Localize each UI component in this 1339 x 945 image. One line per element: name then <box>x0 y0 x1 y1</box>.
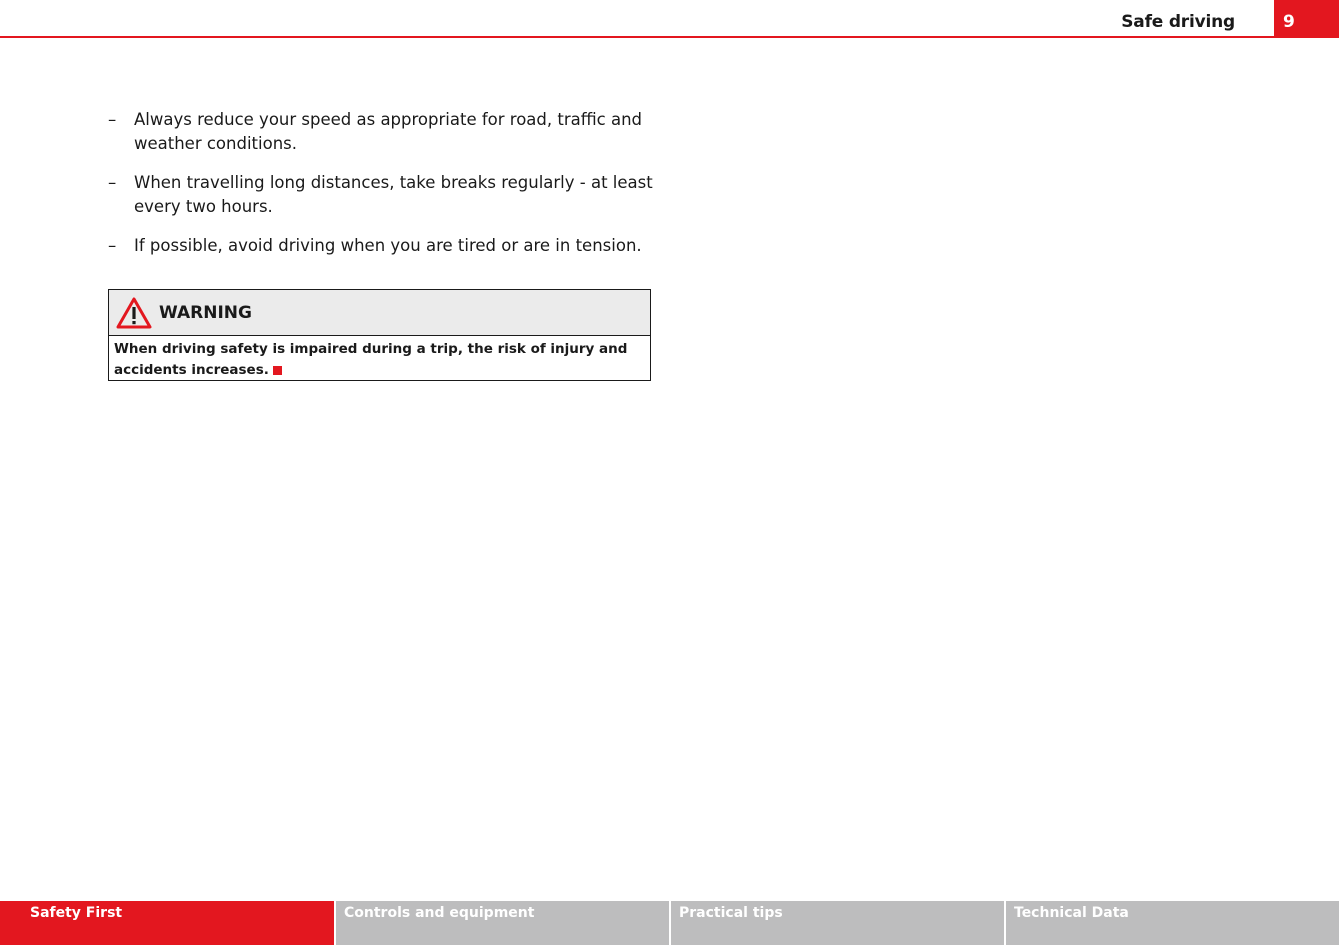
footer-tab-label: Controls and equipment <box>344 905 535 921</box>
footer-tab-safety-first[interactable] <box>0 901 334 945</box>
list-item <box>108 234 653 258</box>
list-dash: – <box>108 173 117 192</box>
list-item-text: When travelling long distances, take breaks regularly - at least every two hours. <box>134 173 653 216</box>
list-item-text: Always reduce your speed as appropriate for road, traffic and weather conditions. <box>134 110 643 153</box>
list-dash: – <box>108 236 117 255</box>
list-item-text: If possible, avoid driving when you are tired or are in tension. <box>134 236 642 255</box>
list-item <box>108 108 653 156</box>
footer-tab-label: Safety First <box>30 905 123 921</box>
section-title: Safe driving <box>1121 12 1235 32</box>
footer-tab-label: Practical tips <box>679 905 783 921</box>
header-divider <box>0 36 1339 38</box>
warning-title: WARNING <box>159 303 252 323</box>
instruction-list <box>108 108 653 273</box>
warning-message: When driving safety is impaired during a trip, the risk of injury and accidents increases. <box>114 341 628 378</box>
warning-triangle-icon <box>115 296 153 330</box>
warning-header <box>109 290 650 336</box>
footer-tab-practical-tips[interactable] <box>671 901 1004 945</box>
warning-text <box>109 336 650 381</box>
page-number: 9 <box>1283 12 1295 32</box>
footer-tab-controls-and-equipment[interactable] <box>336 901 669 945</box>
list-dash: – <box>108 110 117 129</box>
end-of-section-icon <box>273 366 282 375</box>
footer-nav <box>0 901 1339 945</box>
page-number-badge <box>1274 0 1339 38</box>
warning-box <box>108 289 651 381</box>
list-item <box>108 171 653 219</box>
footer-tab-label: Technical Data <box>1014 905 1129 921</box>
footer-tab-technical-data[interactable] <box>1006 901 1339 945</box>
